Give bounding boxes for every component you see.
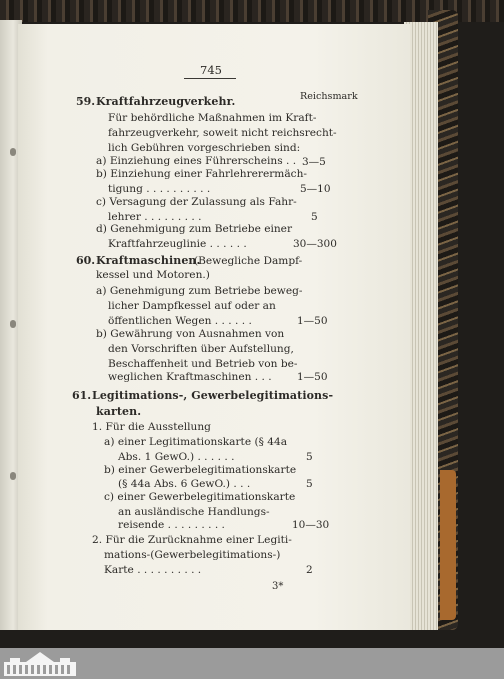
item-line: b) Gewährung von Ausnahmen von <box>96 328 285 340</box>
item-line: (§ 44a Abs. 6 GewO.) . . . <box>118 478 251 490</box>
item-line: öffentlichen Wegen . . . . . . <box>108 315 252 327</box>
section-title: Kraftmaschinen. <box>96 254 201 267</box>
sub-heading-line: mations-(Gewerbelegitimations-) <box>104 549 281 561</box>
fee-amount: 5—10 <box>300 183 331 195</box>
item-line: a) einer Legitimationskarte (§ 44a <box>104 436 288 448</box>
section-title-rest: (Bewegliche Dampf- <box>194 255 303 267</box>
section-number: 61. <box>72 389 92 402</box>
section-number: 59. <box>76 95 96 108</box>
item-line: Beschaffenheit und Betrieb von be- <box>108 358 298 370</box>
item-line: reisende . . . . . . . . . <box>118 519 225 531</box>
item-line: tigung . . . . . . . . . . <box>108 183 211 195</box>
section-intro-line: lich Gebühren vorgeschrieben sind: <box>108 142 301 154</box>
section-intro-line: Für behördliche Maßnahmen im Kraft- <box>108 112 317 124</box>
item-line: weglichen Kraftmaschinen . . . <box>108 371 272 383</box>
item-line: lehrer . . . . . . . . . <box>108 211 202 223</box>
item-line: licher Dampfkessel auf oder an <box>108 300 276 312</box>
item-line: a) Einziehung eines Führerscheins . . <box>96 155 297 167</box>
fee-amount: 5 <box>306 451 313 463</box>
sub-heading-line: Karte . . . . . . . . . . <box>104 564 202 576</box>
fee-amount: 3—5 <box>302 156 326 168</box>
page-number: 745 <box>200 63 222 77</box>
section-title: Kraftfahrzeugverkehr. <box>96 95 236 108</box>
signature-mark: 3* <box>272 581 284 592</box>
item-line: b) Einziehung einer Fahrlehrerermäch- <box>96 168 308 180</box>
book-cover-corner <box>440 470 456 620</box>
column-header: Reichsmark <box>300 91 358 102</box>
binding-hole <box>10 320 16 328</box>
binding-hole <box>10 472 16 480</box>
header-rule <box>184 78 236 79</box>
item-line: a) Genehmigung zum Betriebe beweg- <box>96 285 303 297</box>
sub-heading: 1. Für die Ausstellung <box>92 421 211 433</box>
section-intro-line: fahrzeugverkehr, soweit nicht reichsrecht- <box>108 127 337 139</box>
item-line: c) Versagung der Zulassung als Fahr- <box>96 196 297 208</box>
sub-heading: 2. Für die Zurücknahme einer Legiti- <box>92 534 292 546</box>
item-line: Kraftfahrzeuglinie . . . . . . <box>108 238 247 250</box>
fee-amount: 5 <box>306 478 313 490</box>
fee-amount: 1—50 <box>297 371 328 383</box>
fee-amount: 30—300 <box>293 238 337 250</box>
item-line: b) einer Gewerbelegitimationskarte <box>104 464 297 476</box>
item-line: c) einer Gewerbelegitimationskarte <box>104 491 296 503</box>
library-building-logo <box>4 652 76 676</box>
section-number: 60. <box>76 254 96 267</box>
item-line: an ausländische Handlungs- <box>118 506 270 518</box>
section-title-cont: karten. <box>96 405 142 418</box>
fee-amount: 1—50 <box>297 315 328 327</box>
item-line: den Vorschriften über Aufstellung, <box>108 343 294 355</box>
fee-amount: 10—30 <box>292 519 330 531</box>
item-line: Abs. 1 GewO.) . . . . . . <box>118 451 235 463</box>
section-intro-line: kessel und Motoren.) <box>96 269 210 281</box>
section-title: Legitimations-, Gewerbelegitimations- <box>92 389 334 402</box>
fee-amount: 5 <box>311 211 318 223</box>
binding-hole <box>10 148 16 156</box>
item-line: d) Genehmigung zum Betriebe einer <box>96 223 293 235</box>
fee-amount: 2 <box>306 564 313 576</box>
